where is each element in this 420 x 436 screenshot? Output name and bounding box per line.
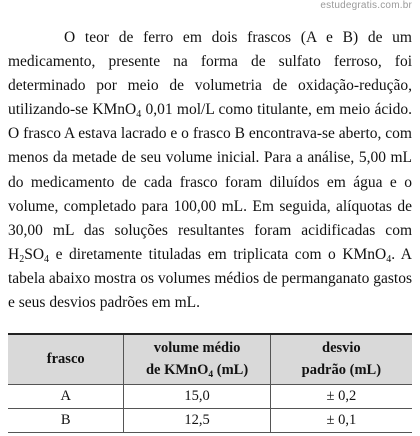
header-volume-medio bbox=[124, 334, 270, 384]
statement-part-3: SO bbox=[24, 245, 45, 263]
site-watermark: estudegratis.com.br bbox=[320, 0, 412, 11]
cell-desvio: ± 0,1 bbox=[270, 408, 412, 432]
cell-desvio: ± 0,2 bbox=[270, 384, 412, 408]
header-volume-pre: de KMnO bbox=[145, 362, 209, 379]
table-row bbox=[8, 384, 412, 408]
subscript-h2: 2 bbox=[19, 253, 25, 265]
table-row bbox=[8, 408, 412, 432]
header-volume-line2 bbox=[124, 359, 269, 381]
statement-part-2: 0,01 mol/L como titulante, em meio ácido. O frasco A estava lacrado e o frasco B encontrava-se aberto, com menos da metade de seu volume inicial. Para a análise, 5,00 mL do medicamento de cada frasco foram diluídos em água e o volume, completado para 100,00 mL. Em seguida, alíquotas de 30,00 mL das soluções resultantes foram acidificadas com H bbox=[8, 101, 412, 263]
header-volume-line1: volume médio bbox=[153, 340, 241, 357]
cell-frasco: A bbox=[8, 384, 124, 408]
header-frasco: frasco bbox=[8, 334, 124, 384]
header-volume-sub: 4 bbox=[208, 370, 214, 381]
subscript-kmno4: 4 bbox=[136, 109, 142, 121]
header-desvio-line2: padrão (mL) bbox=[301, 362, 382, 379]
statement-part-5: . A tabela abaixo mostra os volumes médios de permanganato gastos e seus desvios padrões em mL. bbox=[8, 245, 412, 312]
subscript-kmno4-2: 4 bbox=[386, 253, 392, 265]
statement-part-1: O teor de ferro em dois frascos (A e B) de um medicamento, presente na forma de sulfato ferroso, foi determinado por meio de volumetria de oxidação-redução, utilizando-se KMnO bbox=[8, 29, 412, 119]
statement-part-4: e diretamente tituladas em triplicata com o KMnO bbox=[49, 245, 387, 263]
cell-volume: 15,0 bbox=[124, 384, 270, 408]
problem-statement bbox=[8, 26, 412, 315]
table-header-row bbox=[8, 334, 412, 384]
cell-volume: 12,5 bbox=[124, 408, 270, 432]
header-desvio-line1: desvio bbox=[322, 340, 361, 357]
header-volume-post: (mL) bbox=[213, 362, 249, 379]
cell-frasco: B bbox=[8, 408, 124, 432]
titration-table bbox=[8, 333, 412, 433]
subscript-so4: 4 bbox=[44, 253, 50, 265]
header-desvio-padrao bbox=[270, 334, 412, 384]
